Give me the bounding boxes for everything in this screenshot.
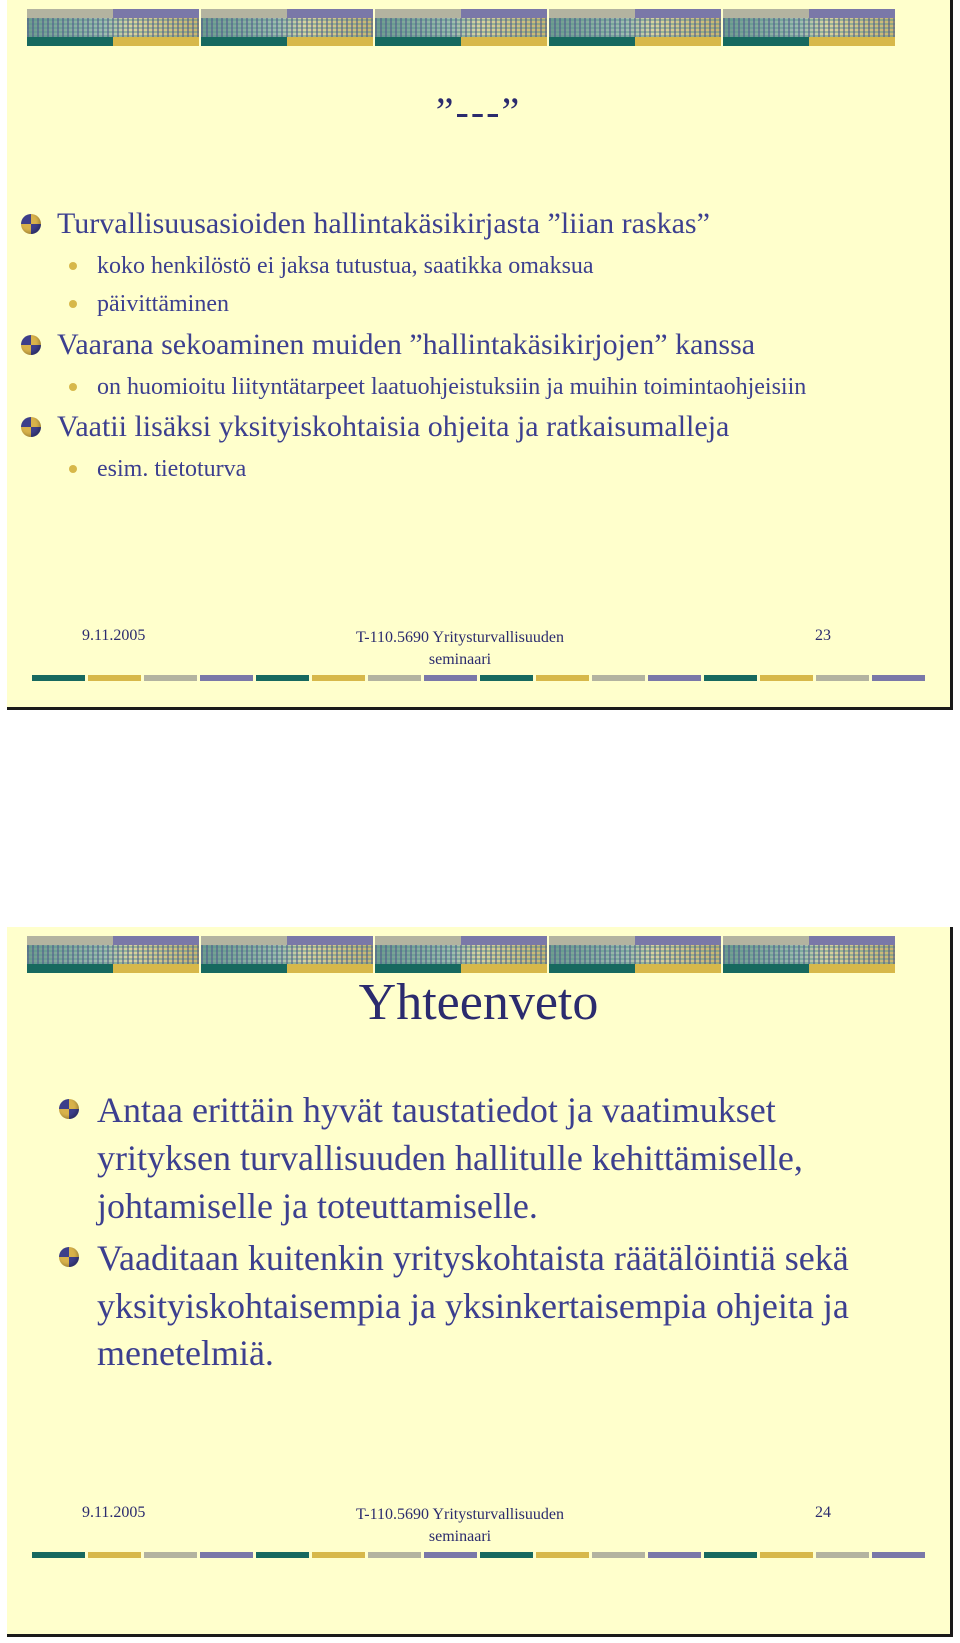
slide-title: ”---”: [435, 89, 522, 134]
slide-content: [17, 205, 937, 491]
footer-course-line2: seminaari: [428, 650, 492, 668]
decorative-header-band: [27, 936, 937, 973]
footer-bar-segment: [480, 675, 533, 681]
bullet-item: [57, 1087, 917, 1231]
footer-bar-segment: [536, 675, 589, 681]
footer-bar-segment: [816, 1552, 869, 1558]
bullet-item: [17, 408, 937, 446]
sub-bullet-text: esim. tietoturva: [97, 455, 247, 482]
sub-bullet-item: [17, 452, 937, 487]
footer-bar-segment: [816, 675, 869, 681]
footer-bar-segment: [88, 1552, 141, 1558]
footer-bar-segment: [872, 675, 925, 681]
footer-bar-segment: [256, 1552, 309, 1558]
decorative-footer-bar: [32, 1552, 932, 1558]
footer-bar-segment: [88, 675, 141, 681]
header-band-segment: [723, 936, 895, 973]
bullet-ball-icon: [21, 214, 41, 234]
bullet-text: Vaaditaan kuitenkin yrityskohtaista räätälöintiä sekä yksityiskohtaisempia ja yksinkertaisempia ohjeita ja menetelmiä.: [97, 1237, 849, 1374]
bullet-text: Antaa erittäin hyvät taustatiedot ja vaatimukset yrityksen turvallisuuden hallitulle kehittämiselle, johtamiselle ja toteuttamiselle.: [97, 1090, 803, 1226]
bullet-ball-icon: [21, 417, 41, 437]
header-band-segment: [201, 936, 373, 973]
footer-bar-segment: [200, 675, 253, 681]
header-band-segment: [375, 936, 547, 973]
footer-course: [325, 1504, 595, 1547]
bullet-dot-icon: [69, 262, 77, 270]
footer-course-line2: seminaari: [428, 1527, 492, 1545]
footer-course: [325, 627, 595, 670]
sub-bullet-text: päivittäminen: [97, 291, 229, 318]
footer-bar-segment: [200, 1552, 253, 1558]
sub-bullet-item: [17, 370, 937, 405]
footer-page-number: 23: [815, 627, 831, 644]
footer-bar-segment: [424, 675, 477, 681]
bullet-text: Turvallisuusasioiden hallintakäsikirjasta ”liian raskas”: [57, 207, 710, 240]
decorative-footer-bar: [32, 675, 932, 681]
bullet-text: Vaatii lisäksi yksityiskohtaisia ohjeita ja ratkaisumalleja: [57, 410, 730, 444]
header-band-segment: [375, 9, 547, 46]
slide-24: [7, 927, 953, 1637]
slide-23: [7, 0, 953, 710]
footer-bar-segment: [592, 675, 645, 681]
footer-bar-segment: [256, 675, 309, 681]
footer-bar-segment: [704, 675, 757, 681]
footer-bar-segment: [32, 675, 85, 681]
bullet-ball-icon: [59, 1099, 79, 1119]
footer-bar-segment: [704, 1552, 757, 1558]
header-band-segment: [201, 9, 373, 46]
header-band-segment: [27, 9, 199, 46]
footer-bar-segment: [144, 1552, 197, 1558]
footer-bar-segment: [592, 1552, 645, 1558]
bullet-dot-icon: [69, 465, 77, 473]
bullet-item: [17, 326, 937, 364]
header-band-segment: [549, 936, 721, 973]
bullet-dot-icon: [69, 300, 77, 308]
footer-page-number: 24: [815, 1504, 831, 1521]
footer-bar-segment: [480, 1552, 533, 1558]
slide-title: Yhteenveto: [358, 974, 599, 1031]
footer-course-line1: T-110.5690 Yritysturvallisuuden: [356, 1506, 564, 1523]
footer-bar-segment: [760, 1552, 813, 1558]
footer-bar-segment: [648, 1552, 701, 1558]
sub-bullet-text: koko henkilöstö ei jaksa tutustua, saatikka omaksua: [97, 252, 594, 279]
footer-bar-segment: [424, 1552, 477, 1558]
footer-bar-segment: [760, 675, 813, 681]
footer-bar-segment: [368, 675, 421, 681]
bullet-item: [17, 205, 937, 243]
slide-content: [57, 1087, 917, 1382]
footer-bar-segment: [872, 1552, 925, 1558]
bullet-item: [57, 1235, 917, 1379]
decorative-header-band: [27, 9, 937, 46]
header-band-segment: [549, 9, 721, 46]
footer-bar-segment: [368, 1552, 421, 1558]
header-band-segment: [723, 9, 895, 46]
footer-course-line1: T-110.5690 Yritysturvallisuuden: [356, 629, 564, 646]
footer-date: 9.11.2005: [82, 1504, 146, 1521]
sub-bullet-item: [17, 249, 937, 284]
footer-date: 9.11.2005: [82, 627, 146, 644]
footer-bar-segment: [312, 675, 365, 681]
bullet-ball-icon: [21, 335, 41, 355]
footer-bar-segment: [144, 675, 197, 681]
sub-bullet-item: [17, 287, 937, 322]
footer-bar-segment: [32, 1552, 85, 1558]
sub-bullet-text: on huomioitu liityntätarpeet laatuohjeistuksiin ja muihin toimintaohjeisiin: [97, 373, 807, 400]
footer-bar-segment: [536, 1552, 589, 1558]
footer-bar-segment: [312, 1552, 365, 1558]
bullet-dot-icon: [69, 383, 77, 391]
bullet-ball-icon: [59, 1247, 79, 1267]
footer-bar-segment: [648, 675, 701, 681]
header-band-segment: [27, 936, 199, 973]
bullet-text: Vaarana sekoaminen muiden ”hallintakäsikirjojen” kanssa: [57, 328, 756, 362]
